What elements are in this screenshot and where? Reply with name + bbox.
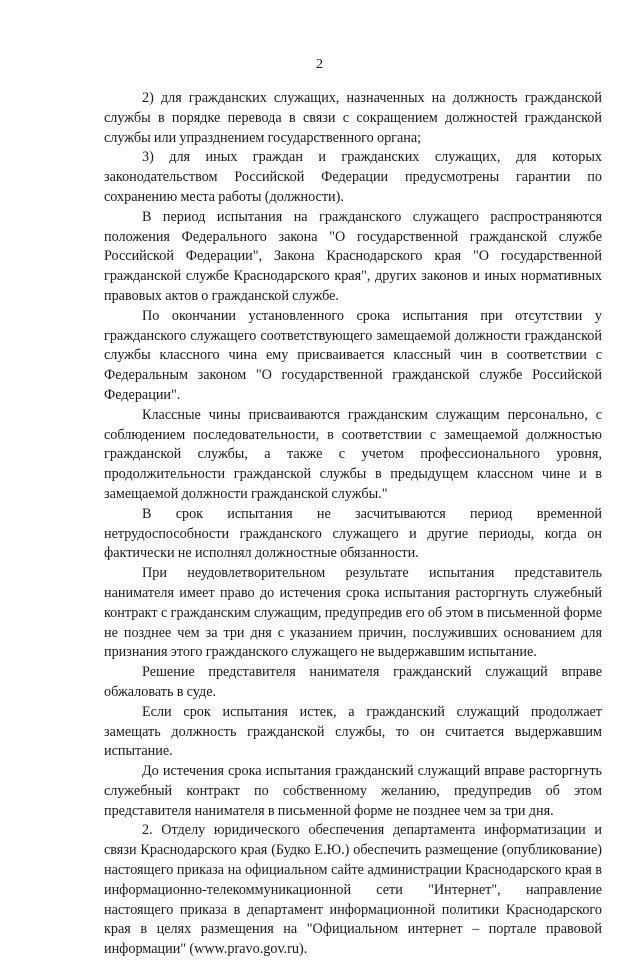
paragraph-class-rank-assignment: По окончании установленного срока испытания при отсутствии у гражданского служащего соответствующего замещаемой должности гражданской службы классного чина ему присваивается классный чин в соответствии с Федеральным законом "О государственной гражданской службе Российской Федерации". bbox=[104, 307, 602, 403]
paragraph-item-2-transfer: 2) для гражданских служащих, назначенных на должность гражданской службы в порядке перевода в связи с сокращением должностей гражданской службы или упразднением государственного органа; bbox=[104, 90, 602, 146]
paragraph-voluntary-termination: До истечения срока испытания гражданский служащий вправе расторгнуть служебный контракт по собственному желанию, предупредив об этом представителя нанимателя в письменной форме не позднее чем за три дня. bbox=[104, 763, 602, 819]
document-body bbox=[104, 89, 602, 960]
paragraph-appeal: Решение представителя нанимателя гражданский служащий вправе обжаловать в суде. bbox=[104, 664, 602, 700]
paragraph-probation-exclusions: В срок испытания не засчитываются период временной нетрудоспособности гражданского служащего и другие периоды, когда он фактически не исполнял должностные обязанности. bbox=[104, 505, 602, 562]
paragraph-probation-passed: Если срок испытания истек, а гражданский служащий продолжает замещать должность гражданской службы, то он считается выдержавшим испытание. bbox=[104, 703, 602, 760]
paragraph-probation-laws: В период испытания на гражданского служащего распространяются положения Федерального закона "О государственной гражданской службе Российской Федерации", Закона Краснодарского края "О государственной гражданской службе Краснодарского края", других законов и иных нормативных правовых актов о гражданской службе. bbox=[104, 208, 602, 304]
paragraph-class-ranks-personal: Классные чины присваиваются гражданским служащим персонально, с соблюдением последовательности, в соответствии с замещаемой должностью гражданской службы, а также с учетом профессионального уровня, продолжительности гражданской службы в предыдущем классном чине и в замещаемой должности гражданской службы." bbox=[104, 406, 602, 502]
paragraph-unsatisfactory-result: При неудовлетворительном результате испытания представитель нанимателя имеет право до истечения срока испытания расторгнуть служебный контракт с гражданским служащим, предупредив его об этом в письменной форме не позднее чем за три дня с указанием причин, послуживших основанием для признания этого гражданского служащего не выдержавшим испытание. bbox=[104, 565, 602, 661]
page-number: 2 bbox=[316, 57, 323, 72]
paragraph-item-3-guarantees: 3) для иных граждан и гражданских служащих, для которых законодательством Российской Федерации предусмотрены гарантии по сохранению места работы (должности). bbox=[104, 149, 602, 205]
paragraph-publication-order: 2. Отделу юридического обеспечения департамента информатизации и связи Краснодарского края (Будко Е.Ю.) обеспечить размещение (опубликование) настоящего приказа на официальном сайте администрации Краснодарского края в информационно-телекоммуникационной сети "Интернет", направление настоящего приказа в департамент информационной политики Краснодарского края в целях размещения на "Официальном интернет – портале правовой информации" (www.pravo.gov.ru). bbox=[104, 822, 602, 958]
